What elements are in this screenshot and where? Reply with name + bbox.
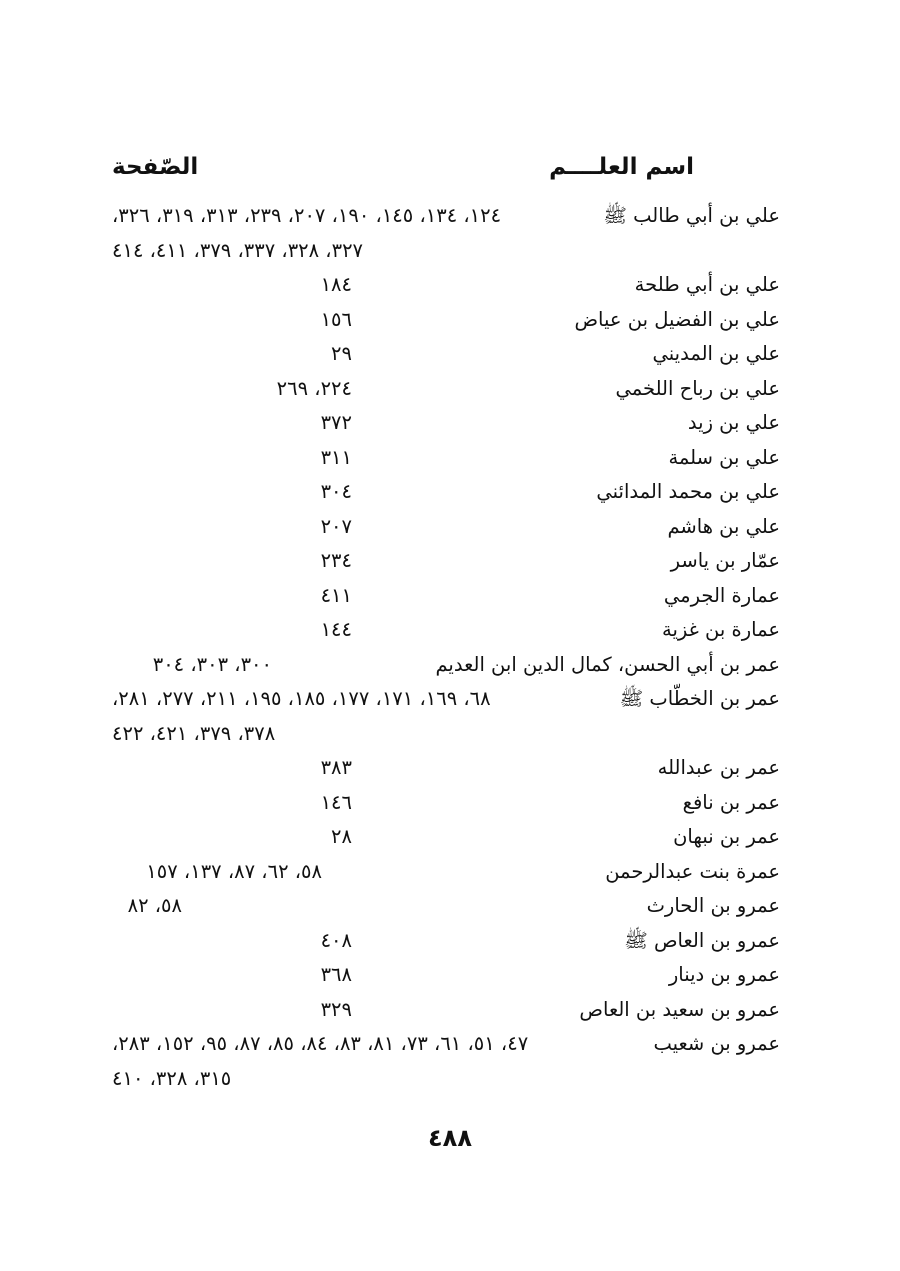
entry-pages: ٤١١ [320,583,352,607]
index-entry [112,337,780,372]
entry-pages: ٢٣٤ [320,549,352,572]
entry-pages: ٢٠٧ [320,514,352,538]
index-entry [112,751,780,786]
entry-name: علي بن محمد المدائني [596,480,780,503]
index-entry [112,579,780,614]
index-entry [112,544,780,579]
entry-pages: ٣٢٩ [320,997,352,1021]
entry-name: عمر بن عبدالله [657,756,780,779]
entry-pages: ٢٢٤، ٢٦٩ [276,376,352,400]
entry-name: عمر بن نبهان [673,825,780,848]
index-entry [112,786,780,821]
entry-pages: ١٥٦ [320,307,352,331]
entry-pages-continuation [112,717,780,751]
entry-pages: ٣٠٤ [320,480,352,503]
entry-name: عمرو بن الحارث [646,894,780,917]
entry-pages-continuation-text: ٣١٥، ٣٢٨، ٤١٠ [112,1066,232,1090]
entry-name: عمرو بن سعيد بن العاص [579,997,780,1021]
entry-pages: ٤٠٨ [320,928,352,952]
entry-pages: ٣٧٢ [320,411,352,434]
entry-name: عمرو بن العاص ﷺ [624,928,780,952]
page-number: ٤٨٨ [428,1124,472,1152]
index-entry [112,303,780,338]
page-column-heading: الصّفحة [112,154,199,180]
index-entry [112,820,780,855]
entry-pages: ٤٧، ٥١، ٦١، ٧٣، ٨١، ٨٣، ٨٤، ٨٥، ٨٧، ٩٥، ١٥٢، ٢٨٣، [112,1032,529,1055]
index-entry [112,441,780,476]
index-entry [112,924,780,959]
index-entry [112,855,780,890]
entry-name: علي بن أبي طلحة [634,273,780,296]
index-entry [112,682,780,751]
entry-name: عمرة بنت عبدالرحمن [605,859,780,883]
index-entry [112,1027,780,1096]
entry-pages: ٣١١ [320,445,352,469]
entry-pages: ٥٨، ٨٢ [127,894,182,917]
entry-name: علي بن الفضيل بن عياض [574,307,780,331]
entry-name: علي بن سلمة [668,445,780,469]
entry-pages: ١٢٤، ١٣٤، ١٤٥، ١٩٠، ٢٠٧، ٢٣٩، ٣١٣، ٣١٩، ٣٢٦، [112,204,502,227]
entry-pages-continuation [112,234,780,268]
entry-name: عمرو بن دينار [668,963,780,986]
entry-name: عمر بن نافع [682,790,780,814]
entry-name: عمرو بن شعيب [653,1032,780,1055]
entry-name: علي بن هاشم [667,514,780,538]
entry-pages: ٢٩ [331,342,352,365]
entry-name: عمارة بن غزية [662,618,780,641]
index-entry [112,889,780,924]
index-entry [112,993,780,1028]
entry-name: عمّار بن ياسر [670,549,780,572]
entry-pages: ٦٨، ١٦٩، ١٧١، ١٧٧، ١٨٥، ١٩٥، ٢١١، ٢٧٧، ٢٨١، [112,687,491,710]
index-entry [112,475,780,510]
index-entry [112,199,780,268]
entry-name: عمارة الجرمي [663,583,780,607]
index-entry [112,268,780,303]
entry-name: علي بن رباح اللخمي [615,376,780,400]
entry-pages: ١٤٦ [320,790,352,814]
entry-name: عمر بن أبي الحسن، كمال الدين ابن العديم [435,652,780,676]
entry-pages-continuation-text: ٣٢٧، ٣٢٨، ٣٣٧، ٣٧٩، ٤١١، ٤١٤ [112,238,364,262]
entry-name: عمر بن الخطّاب ﷺ [619,687,780,710]
index-entry [112,613,780,648]
entry-pages: ٣٦٨ [320,963,352,986]
entry-pages: ٣٠٠، ٣٠٣، ٣٠٤ [152,652,272,676]
index-entry [112,406,780,441]
entry-name: علي بن المديني [652,342,780,365]
entry-pages: ٥٨، ٦٢، ٨٧، ١٣٧، ١٥٧ [146,859,322,883]
entry-name: علي بن زيد [687,411,780,434]
name-column-heading: اسم العلــــم [549,154,694,180]
entry-pages: ٣٨٣ [320,756,352,779]
entry-pages: ٢٨ [331,825,352,848]
entry-name: علي بن أبي طالب ﷺ [603,204,780,227]
index-entry [112,510,780,545]
entry-pages-continuation [112,1062,780,1096]
index-entry [112,648,780,683]
entry-pages-continuation-text: ٣٧٨، ٣٧٩، ٤٢١، ٤٢٢ [112,721,276,745]
index-entries [112,199,780,1096]
entry-pages: ١٤٤ [320,618,352,641]
index-entry [112,372,780,407]
entry-pages: ١٨٤ [320,273,352,296]
index-header [112,154,694,194]
index-entry [112,958,780,993]
